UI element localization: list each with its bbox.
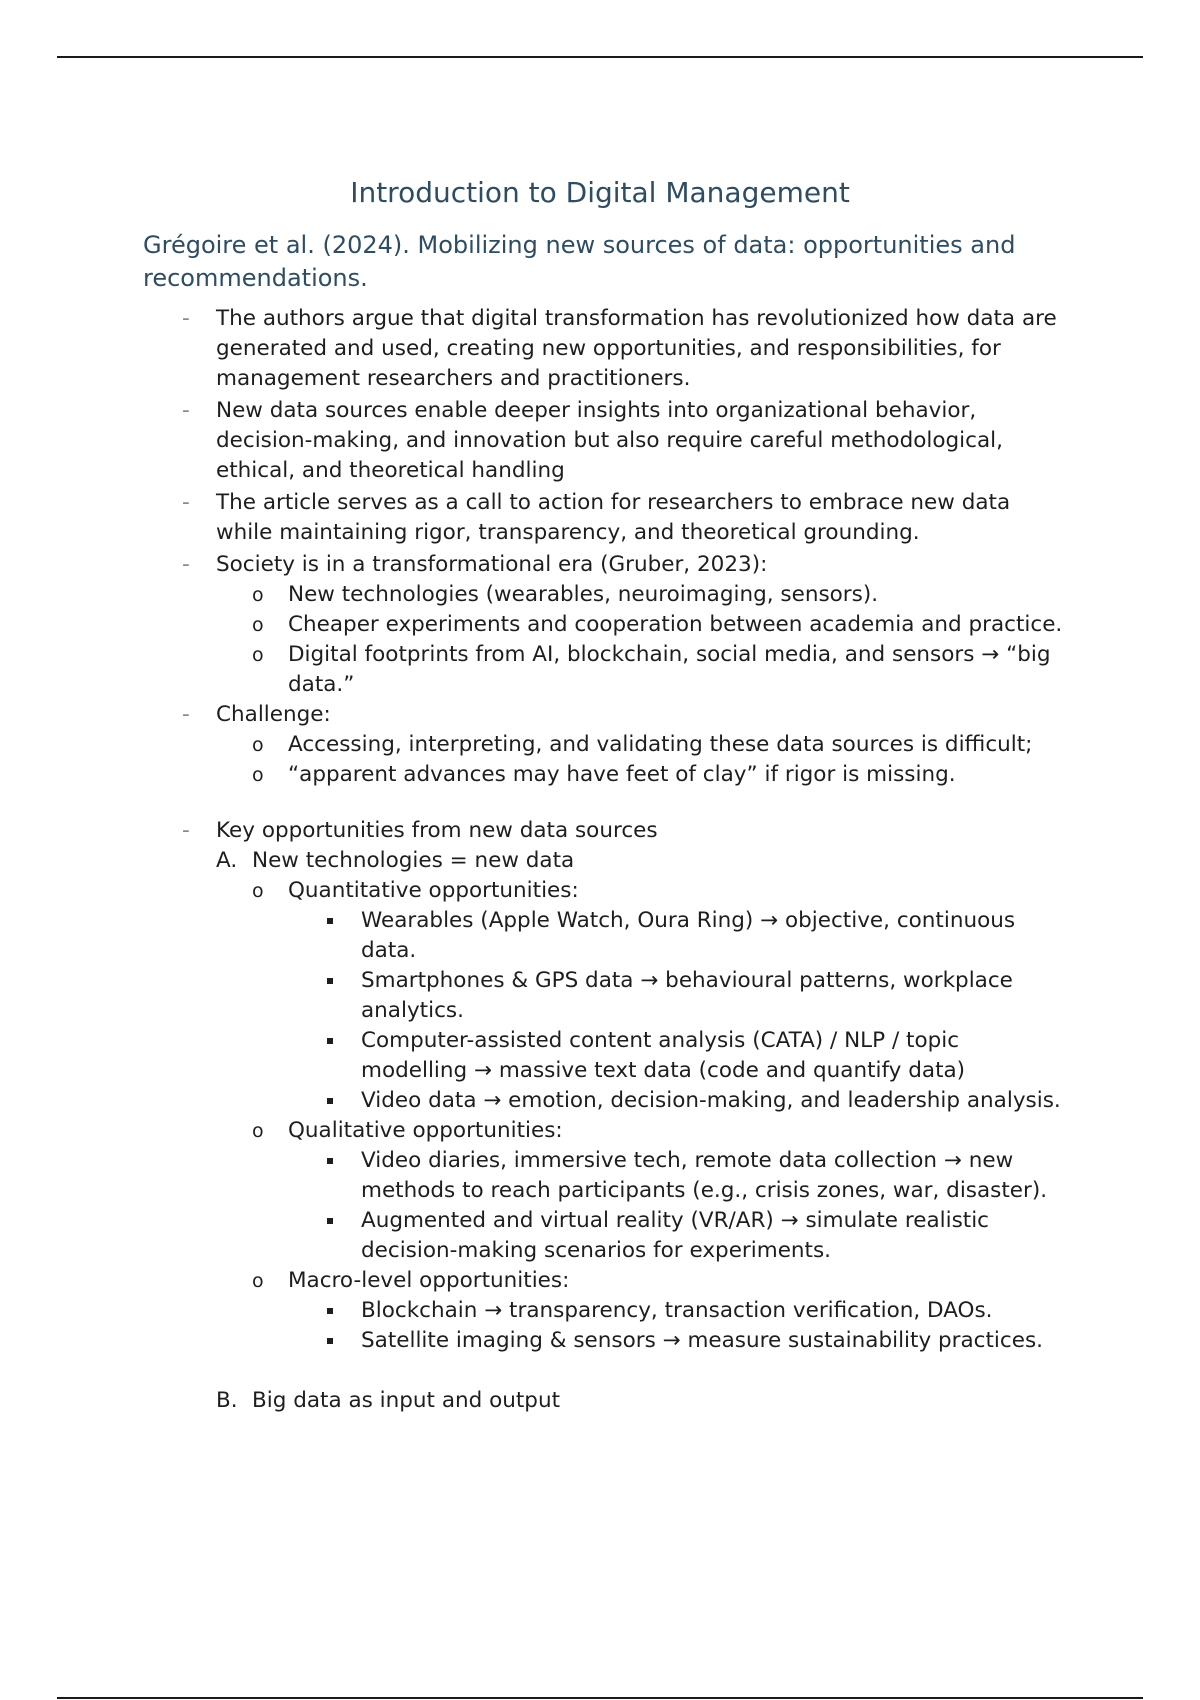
circle-marker: o <box>252 614 264 636</box>
circle-marker: o <box>252 1270 264 1292</box>
footer-rule <box>57 1697 1143 1699</box>
sub-list-item-text: Macro-level opportunities: <box>288 1268 570 1293</box>
square-bullet-icon <box>327 1158 333 1164</box>
sub-list-item-text: Quantitative opportunities: <box>288 878 579 903</box>
circle-marker: o <box>252 1120 264 1142</box>
sub-list-item-text: New technologies (wearables, neuroimaging, sensors). <box>288 582 879 607</box>
dash-marker: - <box>182 552 190 577</box>
square-bullet-icon <box>327 1098 333 1104</box>
list-item-text: The authors argue that digital transformation has revolutionized how data are generated and used, creating new opportunities, and responsibilities, for management researchers and practitioners. <box>216 306 1057 391</box>
list-item <box>182 304 1066 394</box>
list-item-text: The article serves as a call to action for researchers to embrace new data while maintaining rigor, transparency, and theoretical grounding. <box>216 490 1011 545</box>
sub-list-item <box>252 1116 1066 1146</box>
sub-list-item <box>252 730 1066 760</box>
sub-sub-list-item-text: Blockchain → transparency, transaction verification, DAOs. <box>361 1298 993 1323</box>
sub-list-item-text: Digital footprints from AI, blockchain, social media, and sensors → “big data.” <box>288 642 1051 697</box>
sub-list-item <box>252 1266 1066 1296</box>
sub-sub-list-item-text: Video data → emotion, decision-making, and leadership analysis. <box>361 1088 1061 1113</box>
sub-sub-list-item-text: Augmented and virtual reality (VR/AR) → simulate realistic decision-making scenarios for experiments. <box>361 1208 990 1263</box>
circle-marker: o <box>252 764 264 786</box>
list-item-text: Key opportunities from new data sources <box>216 818 658 843</box>
sub-list-item <box>252 876 1066 906</box>
sub-sub-list-item <box>361 1296 1066 1326</box>
list-item <box>182 550 1066 580</box>
dash-marker: - <box>182 398 190 423</box>
sub-sub-list-item <box>361 1146 1066 1206</box>
sub-list-item-text: Accessing, interpreting, and validating these data sources is difficult; <box>288 732 1033 757</box>
square-bullet-icon <box>327 918 333 924</box>
sub-list-item <box>252 760 1066 790</box>
sub-sub-list-item-text: Satellite imaging & sensors → measure sustainability practices. <box>361 1328 1043 1353</box>
list-item-text: Challenge: <box>216 702 331 727</box>
section-heading <box>216 1386 1066 1416</box>
sub-sub-list-item-text: Wearables (Apple Watch, Oura Ring) → objective, continuous data. <box>361 908 1016 963</box>
circle-marker: o <box>252 584 264 606</box>
notes-body <box>0 304 1200 1416</box>
sub-list-item <box>252 610 1066 640</box>
sub-sub-list-item <box>361 1206 1066 1266</box>
circle-marker: o <box>252 644 264 666</box>
sub-sub-list-item <box>361 1326 1066 1356</box>
sub-sub-list-item-text: Smartphones & GPS data → behavioural patterns, workplace analytics. <box>361 968 1013 1023</box>
square-bullet-icon <box>327 978 333 984</box>
list-item <box>182 396 1066 486</box>
dash-marker: - <box>182 306 190 331</box>
dash-marker: - <box>182 490 190 515</box>
list-item <box>182 816 1066 846</box>
letter-marker: A. <box>216 848 238 873</box>
section-heading <box>216 846 1066 876</box>
circle-marker: o <box>252 734 264 756</box>
header-rule <box>57 56 1143 58</box>
square-bullet-icon <box>327 1338 333 1344</box>
list-item-text: New data sources enable deeper insights into organizational behavior, decision-making, and innovation but also require careful methodological, ethical, and theoretical handling <box>216 398 1003 483</box>
sub-list-item-text: Qualitative opportunities: <box>288 1118 563 1143</box>
square-bullet-icon <box>327 1218 333 1224</box>
list-item <box>182 700 1066 730</box>
dash-marker: - <box>182 818 190 843</box>
section-heading-text: New technologies = new data <box>252 848 575 873</box>
sub-sub-list-item <box>361 1026 1066 1086</box>
circle-marker: o <box>252 880 264 902</box>
sub-list-item <box>252 640 1066 700</box>
dash-marker: - <box>182 702 190 727</box>
square-bullet-icon <box>327 1308 333 1314</box>
sub-sub-list-item <box>361 966 1066 1026</box>
page-title: Introduction to Digital Management <box>350 176 850 209</box>
list-item <box>182 488 1066 548</box>
sub-list-item-text: Cheaper experiments and cooperation between academia and practice. <box>288 612 1063 637</box>
sub-list-item <box>252 580 1066 610</box>
sub-sub-list-item <box>361 906 1066 966</box>
sub-sub-list-item <box>361 1086 1066 1116</box>
list-item-text: Society is in a transformational era (Gruber, 2023): <box>216 552 768 577</box>
reference-heading: Grégoire et al. (2024). Mobilizing new sources of data: opportunities and recommendations. <box>143 231 1016 292</box>
sub-list-item-text: “apparent advances may have feet of clay” if rigor is missing. <box>288 762 956 787</box>
section-heading-text: Big data as input and output <box>252 1388 561 1413</box>
letter-marker: B. <box>216 1388 238 1413</box>
sub-sub-list-item-text: Computer-assisted content analysis (CATA) / NLP / topic modelling → massive text data (code and quantify data) <box>361 1028 966 1083</box>
square-bullet-icon <box>327 1038 333 1044</box>
sub-sub-list-item-text: Video diaries, immersive tech, remote data collection → new methods to reach participants (e.g., crisis zones, war, disaster). <box>361 1148 1048 1203</box>
